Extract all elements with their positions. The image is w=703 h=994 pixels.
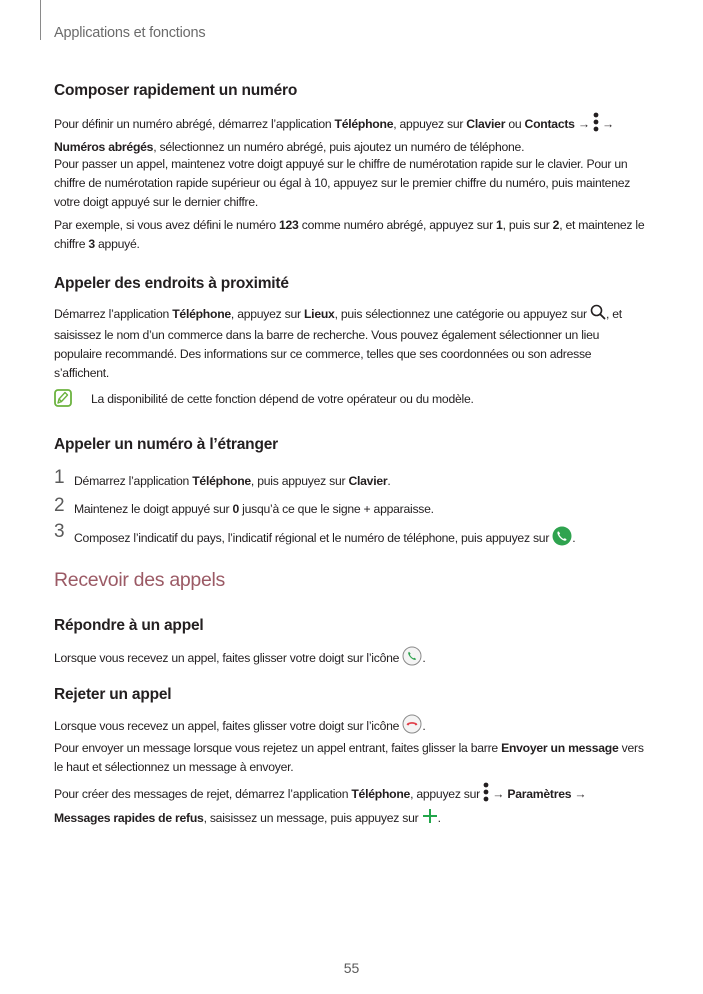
heading-speed-dial: Composer rapidement un numéro: [54, 82, 298, 99]
app-name-telephone: Téléphone: [351, 787, 411, 802]
speed-dial-paragraph-1: [54, 112, 649, 157]
answer-call-icon: [402, 646, 422, 672]
text: .: [437, 811, 441, 826]
arrow: →: [571, 787, 587, 802]
text: , sélectionnez un numéro abrégé, puis ajoutez un numéro de téléphone.: [153, 140, 525, 154]
note-text: La disponibilité de cette fonction dépend de votre opérateur ou du modèle.: [91, 392, 474, 406]
step-text: [74, 500, 434, 519]
text: , saisissez un message, puis appuyez sur: [203, 811, 422, 826]
text: Composez l’indicatif du pays, l’indicatif régional et le numéro de téléphone, puis appuyez sur: [74, 531, 553, 546]
heading-answer: Répondre à un appel: [54, 617, 204, 634]
text: .: [422, 719, 426, 734]
label-contacts: Contacts: [524, 117, 575, 132]
header-rule: [40, 0, 41, 40]
label-envoyer-un-message: Envoyer un message: [501, 741, 619, 755]
bold-number: 2: [552, 218, 560, 232]
step-number: 1: [54, 467, 65, 488]
step-number: 2: [54, 495, 65, 516]
text: Démarrez l’application: [74, 474, 193, 488]
heading-reject: Rejeter un appel: [54, 686, 172, 703]
step-text: [74, 526, 575, 552]
text: , appuyez sur: [230, 307, 304, 322]
arrow: →: [489, 787, 508, 802]
label-messages-rapides-de-refus: Messages rapides de refus: [54, 811, 204, 826]
text: , et maintenez le chiffre: [54, 218, 645, 251]
answer-paragraph: [54, 646, 649, 672]
search-icon: [590, 304, 606, 326]
arrow: →: [574, 117, 593, 132]
step-number: 3: [54, 521, 65, 542]
bold-number: 123: [279, 218, 299, 232]
heading-international: Appeler un numéro à l’étranger: [54, 436, 278, 453]
speed-dial-paragraph-2: Pour passer un appel, maintenez votre doigt appuyé sur le chiffre de numérotation rapide sur le clavier. Pour un chiffre de numérotation rapide supérieur ou égal à 10, appuyez sur le premier chiffre du numéro, puis maintenez votre doigt appuyé sur le dernier chiffre.: [54, 157, 631, 209]
running-header: Applications et fonctions: [54, 25, 206, 41]
text: comme numéro abrégé, appuyez sur: [298, 218, 497, 232]
nearby-paragraph: [54, 304, 649, 383]
text: Maintenez le doigt appuyé sur: [74, 502, 233, 516]
text: , appuyez sur: [393, 117, 467, 132]
add-icon: [422, 808, 438, 830]
call-icon: [552, 526, 572, 552]
text: Pour créer des messages de rejet, démarrez l’application: [54, 787, 352, 802]
speed-dial-paragraph-3: [54, 216, 649, 254]
text: Pour envoyer un message lorsque vous rejetez un appel entrant, faites glisser la barre: [54, 741, 502, 755]
text: vers le haut et sélectionnez un message à envoyer.: [54, 741, 644, 774]
app-name-telephone: Téléphone: [192, 474, 251, 488]
text: , appuyez sur: [410, 787, 484, 802]
reject-paragraph-2: [54, 739, 649, 777]
app-name-telephone: Téléphone: [172, 307, 231, 322]
label-clavier: Clavier: [466, 117, 506, 132]
label-lieux: Lieux: [303, 307, 335, 322]
label-clavier: Clavier: [348, 474, 388, 488]
text: , puis sur: [502, 218, 553, 232]
text: Pour définir un numéro abrégé, démarrez l’application: [54, 117, 335, 132]
bold-digit: 0: [232, 502, 240, 516]
text: jusqu’à ce que le signe + apparaisse.: [239, 502, 434, 516]
bold-number: 1: [496, 218, 503, 232]
text: Démarrez l’application: [54, 307, 173, 322]
reject-call-icon: [402, 714, 422, 740]
step-text: [74, 472, 391, 491]
label-numeros-abreges: Numéros abrégés: [54, 140, 154, 154]
text: ou: [505, 117, 525, 132]
bold-number: 3: [88, 237, 95, 251]
text: appuyé.: [94, 237, 140, 251]
arrow: →: [598, 117, 614, 132]
text: .: [422, 651, 426, 666]
text: Lorsque vous recevez un appel, faites glisser votre doigt sur l’icône: [54, 651, 403, 666]
app-name-telephone: Téléphone: [334, 117, 394, 132]
section-title-receive: Recevoir des appels: [54, 569, 225, 591]
text: Par exemple, si vous avez défini le numéro: [54, 218, 279, 232]
text: , et saisissez le nom d’un commerce dans la barre de recherche. Vous pouvez également sélectionner un lieu populaire recommandé. Des informations sur ce commerce, telles que ses coordonnées ou son adresse s’affichent.: [54, 307, 622, 380]
reject-paragraph-3: [54, 782, 649, 830]
text: , puis sélectionnez une catégorie ou appuyez sur: [334, 307, 590, 322]
heading-nearby: Appeler des endroits à proximité: [54, 275, 289, 292]
text: .: [572, 531, 576, 546]
page-number: 55: [343, 960, 360, 976]
text: Lorsque vous recevez un appel, faites glisser votre doigt sur l’icône: [54, 719, 403, 734]
note-icon: [54, 389, 72, 407]
text: .: [387, 474, 391, 488]
reject-paragraph-1: [54, 714, 649, 740]
text: , puis appuyez sur: [250, 474, 349, 488]
label-parametres: Paramètres: [507, 787, 572, 802]
